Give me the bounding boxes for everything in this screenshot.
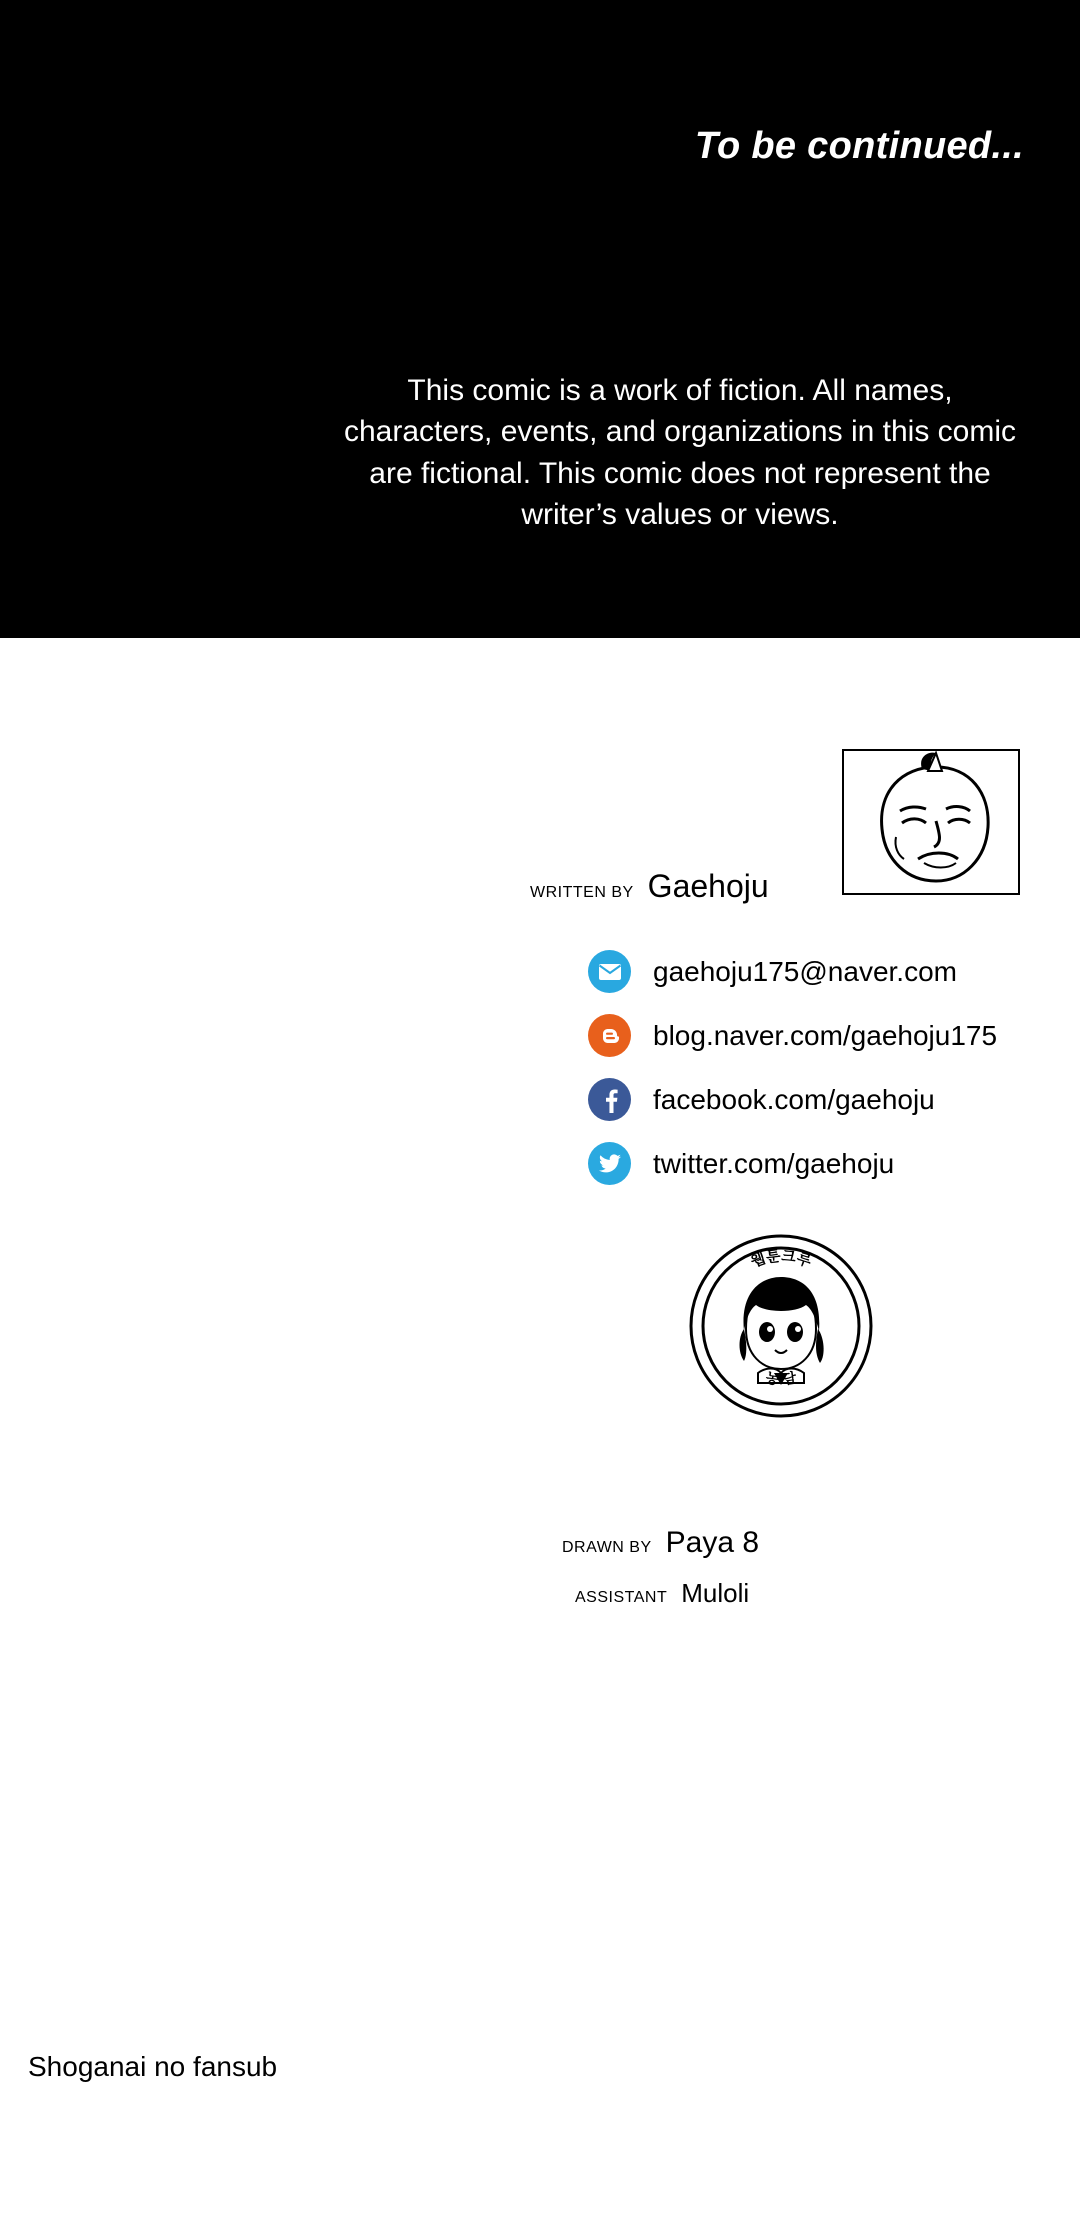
drawn-by-label: DRAWN BY [562,1539,652,1556]
to-be-continued-text: To be continued... [694,125,1024,167]
facebook-icon [588,1078,631,1121]
contact-facebook-text: facebook.com/gaehoju [653,1083,935,1115]
assistant-row [575,1578,749,1609]
contact-item-blog[interactable] [588,1013,997,1058]
blogger-icon [588,1014,631,1057]
twitter-icon [588,1142,631,1185]
drawn-by-row [562,1526,759,1560]
contact-blog-text: blog.naver.com/gaehoju175 [653,1019,998,1051]
contact-item-email[interactable] [588,949,997,994]
svg-text:농 담: 농 담 [764,1370,798,1389]
contact-twitter-text: twitter.com/gaehoju [653,1147,895,1179]
fansub-credit: Shoganai no fansub [28,2051,278,2082]
contact-list [588,949,997,1205]
drawn-by-name: Paya 8 [665,1526,760,1559]
assistant-name: Muloli [681,1578,750,1608]
disclaimer-text: This comic is a work of fiction. All names, characters, events, and organizations in this comic are fictional. This comic does not represent the writer’s values or views. [344,374,1016,532]
written-by-label: WRITTEN BY [530,884,634,901]
comic-end-panel [0,0,1080,638]
mail-icon [588,950,631,993]
contact-email-text: gaehoju175@naver.com [653,955,957,987]
written-by-row [530,868,769,905]
author-name: Gaehoju [647,868,769,904]
assistant-label: ASSISTANT [575,1589,668,1606]
contact-item-twitter[interactable] [588,1141,997,1186]
crew-stamp [688,1233,874,1419]
author-portrait [842,749,1020,895]
credits-section [0,638,1080,2222]
contact-item-facebook[interactable] [588,1077,997,1122]
svg-text:웹툰크루: 웹툰크루 [748,1246,814,1271]
